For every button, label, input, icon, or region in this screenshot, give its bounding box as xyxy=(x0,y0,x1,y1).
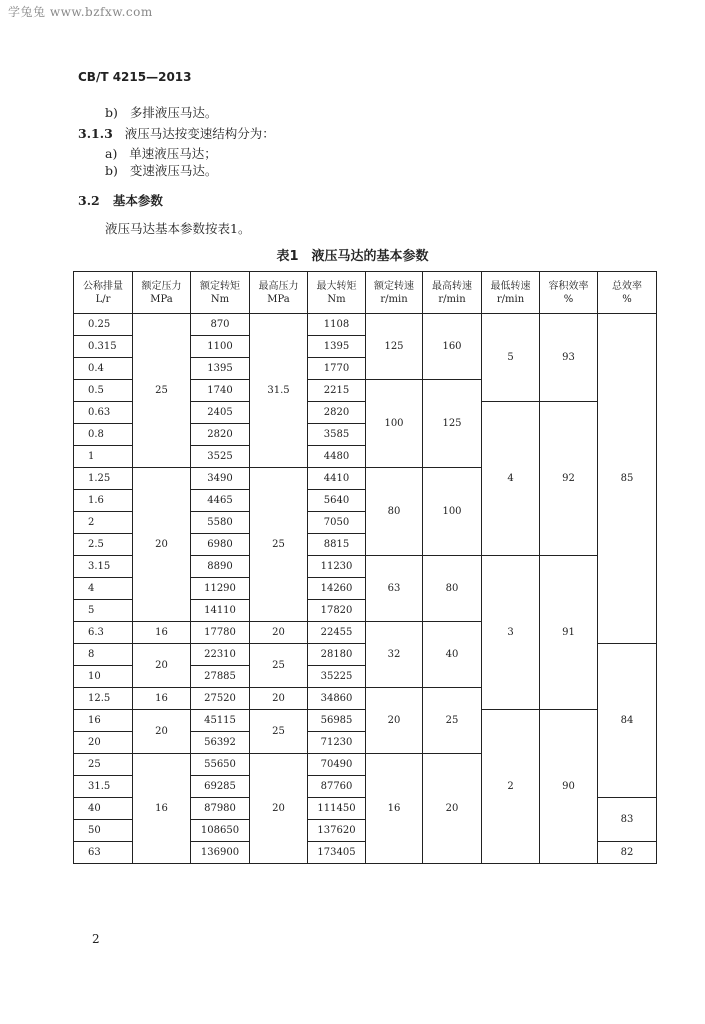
rated-torque-cell: 27885 xyxy=(191,666,250,688)
section-number: 3.2 xyxy=(78,193,100,208)
displacement-cell: 40 xyxy=(74,798,133,820)
max-torque-cell: 2820 xyxy=(308,402,366,424)
displacement-cell: 50 xyxy=(74,820,133,842)
max-torque-cell: 3585 xyxy=(308,424,366,446)
rated-speed-cell: 63 xyxy=(366,556,423,622)
min-speed-cell: 2 xyxy=(482,710,540,864)
max-torque-cell: 56985 xyxy=(308,710,366,732)
max-torque-cell: 111450 xyxy=(308,798,366,820)
table-caption: 表1 液压马达的基本参数 xyxy=(276,249,429,264)
rated-torque-cell: 870 xyxy=(191,314,250,336)
rated-torque-cell: 4465 xyxy=(191,490,250,512)
watermark: 学兔兔 www.bzfxw.com xyxy=(8,5,153,19)
item-number: b) xyxy=(105,105,118,120)
volumetric-efficiency-cell: 91 xyxy=(540,556,598,710)
paragraph-table-ref: 液压马达基本参数按表1。 xyxy=(105,221,251,236)
item-b-variable-speed xyxy=(105,161,217,179)
max-torque-cell: 35225 xyxy=(308,666,366,688)
displacement-cell: 1 xyxy=(74,446,133,468)
max-torque-cell: 5640 xyxy=(308,490,366,512)
rated-torque-cell: 8890 xyxy=(191,556,250,578)
header-min-speed: 最低转速 r/min xyxy=(482,272,540,314)
displacement-cell: 0.5 xyxy=(74,380,133,402)
rated-torque-cell: 1100 xyxy=(191,336,250,358)
displacement-cell: 0.63 xyxy=(74,402,133,424)
displacement-cell: 2.5 xyxy=(74,534,133,556)
rated-speed-cell: 100 xyxy=(366,380,423,468)
max-pressure-cell: 25 xyxy=(250,468,308,622)
displacement-cell: 5 xyxy=(74,600,133,622)
max-torque-cell: 1108 xyxy=(308,314,366,336)
max-torque-cell: 14260 xyxy=(308,578,366,600)
rated-torque-cell: 1395 xyxy=(191,358,250,380)
rated-torque-cell: 17780 xyxy=(191,622,250,644)
displacement-cell: 0.8 xyxy=(74,424,133,446)
rated-torque-cell: 56392 xyxy=(191,732,250,754)
clause-3-1-3 xyxy=(78,124,275,142)
page-number: 2 xyxy=(92,932,100,946)
rated-torque-cell: 45115 xyxy=(191,710,250,732)
rated-pressure-cell: 16 xyxy=(133,622,191,644)
max-torque-cell: 17820 xyxy=(308,600,366,622)
header-max-speed: 最高转速 r/min xyxy=(423,272,482,314)
max-torque-cell: 11230 xyxy=(308,556,366,578)
max-speed-cell: 80 xyxy=(423,556,482,622)
table-header-row xyxy=(74,272,657,314)
rated-torque-cell: 14110 xyxy=(191,600,250,622)
displacement-cell: 0.315 xyxy=(74,336,133,358)
header-rated-speed: 额定转速 r/min xyxy=(366,272,423,314)
item-number: a) xyxy=(105,146,118,161)
header-max-pressure: 最高压力 MPa xyxy=(250,272,308,314)
header-rated-torque: 额定转矩 Nm xyxy=(191,272,250,314)
displacement-cell: 63 xyxy=(74,842,133,864)
rated-torque-cell: 55650 xyxy=(191,754,250,776)
displacement-cell: 31.5 xyxy=(74,776,133,798)
displacement-cell: 1.6 xyxy=(74,490,133,512)
table-row xyxy=(74,314,657,336)
max-torque-cell: 4410 xyxy=(308,468,366,490)
displacement-cell: 6.3 xyxy=(74,622,133,644)
max-torque-cell: 2215 xyxy=(308,380,366,402)
parameters-table xyxy=(73,271,657,864)
max-speed-cell: 125 xyxy=(423,380,482,468)
max-torque-cell: 22455 xyxy=(308,622,366,644)
displacement-cell: 4 xyxy=(74,578,133,600)
max-pressure-cell: 31.5 xyxy=(250,314,308,468)
displacement-cell: 20 xyxy=(74,732,133,754)
max-speed-cell: 40 xyxy=(423,622,482,688)
displacement-cell: 3.15 xyxy=(74,556,133,578)
rated-pressure-cell: 20 xyxy=(133,644,191,688)
total-efficiency-cell: 82 xyxy=(598,842,657,864)
section-3-2-heading xyxy=(78,191,163,209)
min-speed-cell: 5 xyxy=(482,314,540,402)
rated-pressure-cell: 25 xyxy=(133,314,191,468)
max-torque-cell: 34860 xyxy=(308,688,366,710)
rated-torque-cell: 3525 xyxy=(191,446,250,468)
rated-speed-cell: 20 xyxy=(366,688,423,754)
volumetric-efficiency-cell: 92 xyxy=(540,402,598,556)
rated-torque-cell: 87980 xyxy=(191,798,250,820)
displacement-cell: 0.25 xyxy=(74,314,133,336)
standard-code: CB/T 4215—2013 xyxy=(78,70,192,84)
rated-torque-cell: 5580 xyxy=(191,512,250,534)
max-torque-cell: 7050 xyxy=(308,512,366,534)
rated-torque-cell: 27520 xyxy=(191,688,250,710)
item-text: 单速液压马达； xyxy=(129,146,217,161)
max-torque-cell: 137620 xyxy=(308,820,366,842)
rated-pressure-cell: 20 xyxy=(133,468,191,622)
displacement-cell: 1.25 xyxy=(74,468,133,490)
displacement-cell: 16 xyxy=(74,710,133,732)
max-torque-cell: 4480 xyxy=(308,446,366,468)
table-row xyxy=(74,710,657,732)
item-number: b) xyxy=(105,163,118,178)
max-torque-cell: 71230 xyxy=(308,732,366,754)
rated-speed-cell: 80 xyxy=(366,468,423,556)
max-torque-cell: 1770 xyxy=(308,358,366,380)
volumetric-efficiency-cell: 90 xyxy=(540,710,598,864)
min-speed-cell: 4 xyxy=(482,402,540,556)
header-rated-pressure: 额定压力 MPa xyxy=(133,272,191,314)
rated-torque-cell: 2405 xyxy=(191,402,250,424)
rated-torque-cell: 2820 xyxy=(191,424,250,446)
displacement-cell: 0.4 xyxy=(74,358,133,380)
rated-speed-cell: 16 xyxy=(366,754,423,864)
total-efficiency-cell: 85 xyxy=(598,314,657,644)
max-torque-cell: 28180 xyxy=(308,644,366,666)
max-torque-cell: 87760 xyxy=(308,776,366,798)
displacement-cell: 25 xyxy=(74,754,133,776)
max-torque-cell: 8815 xyxy=(308,534,366,556)
rated-torque-cell: 136900 xyxy=(191,842,250,864)
rated-torque-cell: 69285 xyxy=(191,776,250,798)
max-speed-cell: 25 xyxy=(423,688,482,754)
max-pressure-cell: 20 xyxy=(250,622,308,644)
item-b-multirow xyxy=(105,103,217,121)
total-efficiency-cell: 83 xyxy=(598,798,657,842)
max-torque-cell: 1395 xyxy=(308,336,366,358)
max-pressure-cell: 25 xyxy=(250,710,308,754)
rated-torque-cell: 108650 xyxy=(191,820,250,842)
max-torque-cell: 70490 xyxy=(308,754,366,776)
rated-pressure-cell: 20 xyxy=(133,710,191,754)
volumetric-efficiency-cell: 93 xyxy=(540,314,598,402)
clause-number: 3.1.3 xyxy=(78,126,113,141)
max-speed-cell: 20 xyxy=(423,754,482,864)
rated-speed-cell: 32 xyxy=(366,622,423,688)
rated-torque-cell: 11290 xyxy=(191,578,250,600)
header-max-torque: 最大转矩 Nm xyxy=(308,272,366,314)
total-efficiency-cell: 84 xyxy=(598,644,657,798)
displacement-cell: 10 xyxy=(74,666,133,688)
rated-torque-cell: 22310 xyxy=(191,644,250,666)
header-total-efficiency: 总效率 % xyxy=(598,272,657,314)
max-pressure-cell: 20 xyxy=(250,688,308,710)
rated-speed-cell: 125 xyxy=(366,314,423,380)
max-torque-cell: 173405 xyxy=(308,842,366,864)
header-volumetric-efficiency: 容积效率 % xyxy=(540,272,598,314)
displacement-cell: 2 xyxy=(74,512,133,534)
header-displacement: 公称排量 L/r xyxy=(74,272,133,314)
section-title: 基本参数 xyxy=(112,193,163,208)
item-text: 多排液压马达。 xyxy=(129,105,218,120)
clause-text: 液压马达按变速结构分为： xyxy=(124,126,275,141)
rated-torque-cell: 1740 xyxy=(191,380,250,402)
max-pressure-cell: 20 xyxy=(250,754,308,864)
min-speed-cell: 3 xyxy=(482,556,540,710)
rated-pressure-cell: 16 xyxy=(133,688,191,710)
displacement-cell: 8 xyxy=(74,644,133,666)
max-speed-cell: 160 xyxy=(423,314,482,380)
max-speed-cell: 100 xyxy=(423,468,482,556)
item-a-single-speed xyxy=(105,144,217,162)
rated-torque-cell: 3490 xyxy=(191,468,250,490)
displacement-cell: 12.5 xyxy=(74,688,133,710)
item-text: 变速液压马达。 xyxy=(129,163,218,178)
max-pressure-cell: 25 xyxy=(250,644,308,688)
rated-torque-cell: 6980 xyxy=(191,534,250,556)
rated-pressure-cell: 16 xyxy=(133,754,191,864)
